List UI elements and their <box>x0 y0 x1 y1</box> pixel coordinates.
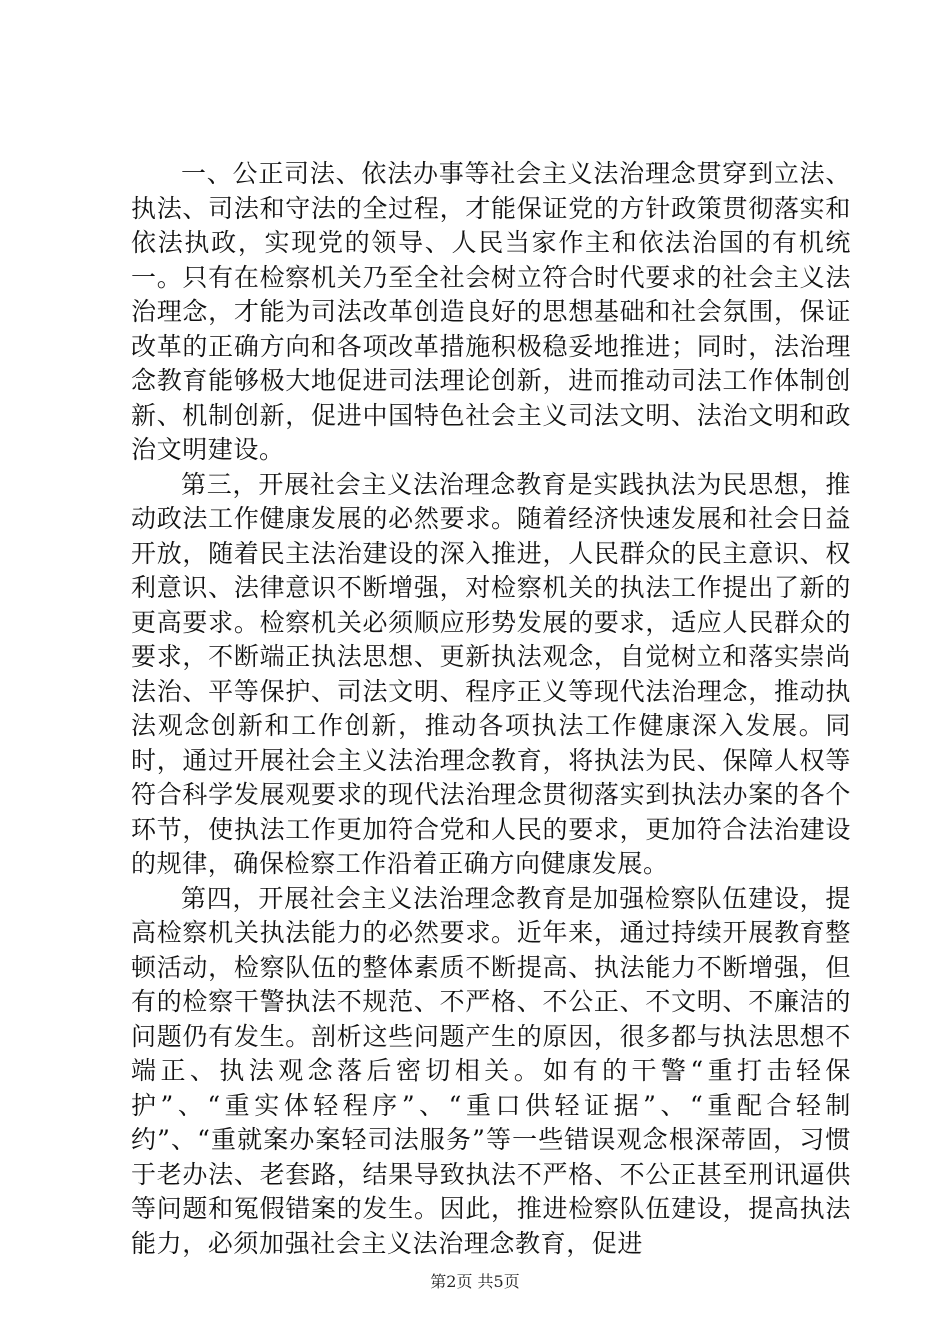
paragraph-2: 第三，开展社会主义法治理念教育是实践执法为民思想，推动政法工作健康发展的必然要求。随着经济快速发展和社会日益开放，随着民主法治建设的深入推进，人民群众的民主意识、权利意识、法律意识不断增强，对检察机关的执法工作提出了新的更高要求。检察机关必须顺应形势发展的要求，适应人民群众的要求，不断端正执法思想、更新执法观念，自觉树立和落实崇尚法治、平等保护、司法文明、程序正义等现代法治理念，推动执法观念创新和工作创新，推动各项执法工作健康深入发展。同时，通过开展社会主义法治理念教育，将执法为民、保障人权等符合科学发展观要求的现代法治理念贯彻落实到执法办案的各个环节，使执法工作更加符合党和人民的要求，更加符合法治建设的规律，确保检察工作沿着正确方向健康发展。 <box>131 469 851 878</box>
page-number-footer: 第2页 共5页 <box>430 1272 520 1291</box>
paragraph-3: 第四，开展社会主义法治理念教育是加强检察队伍建设，提高检察机关执法能力的必然要求。近年来，通过持续开展教育整顿活动，检察队伍的整体素质不断提高、执法能力不断增强，但有的检察干警执法不规范、不严格、不公正、不文明、不廉洁的问题仍有发生。剖析这些问题产生的原因，很多都与执法思想不端正、执法观念落后密切相关。如有的干警“重打击轻保护”、“重实体轻程序”、“重口供轻证据”、“重配合轻制约”、“重就案办案轻司法服务”等一些错误观念根深蒂固，习惯于老办法、老套路，结果导致执法不严格、不公正甚至刑讯逼供等问题和冤假错案的发生。因此，推进检察队伍建设，提高执法能力，必须加强社会主义法治理念教育，促进 <box>131 883 851 1258</box>
paragraph-1: 一、公正司法、依法办事等社会主义法治理念贯穿到立法、执法、司法和守法的全过程，才能保证党的方针政策贯彻落实和依法执政，实现党的领导、人民当家作主和依法治国的有机统一。只有在检察机关乃至全社会树立符合时代要求的社会主义法治理念，才能为司法改革创造良好的思想基础和社会氛围，保证改革的正确方向和各项改革措施积极稳妥地推进；同时，法治理念教育能够极大地促进司法理论创新，进而推动司法工作体制创新、机制创新，促进中国特色社会主义司法文明、法治文明和政治文明建设。 <box>131 159 851 464</box>
body-text <box>131 157 851 1261</box>
